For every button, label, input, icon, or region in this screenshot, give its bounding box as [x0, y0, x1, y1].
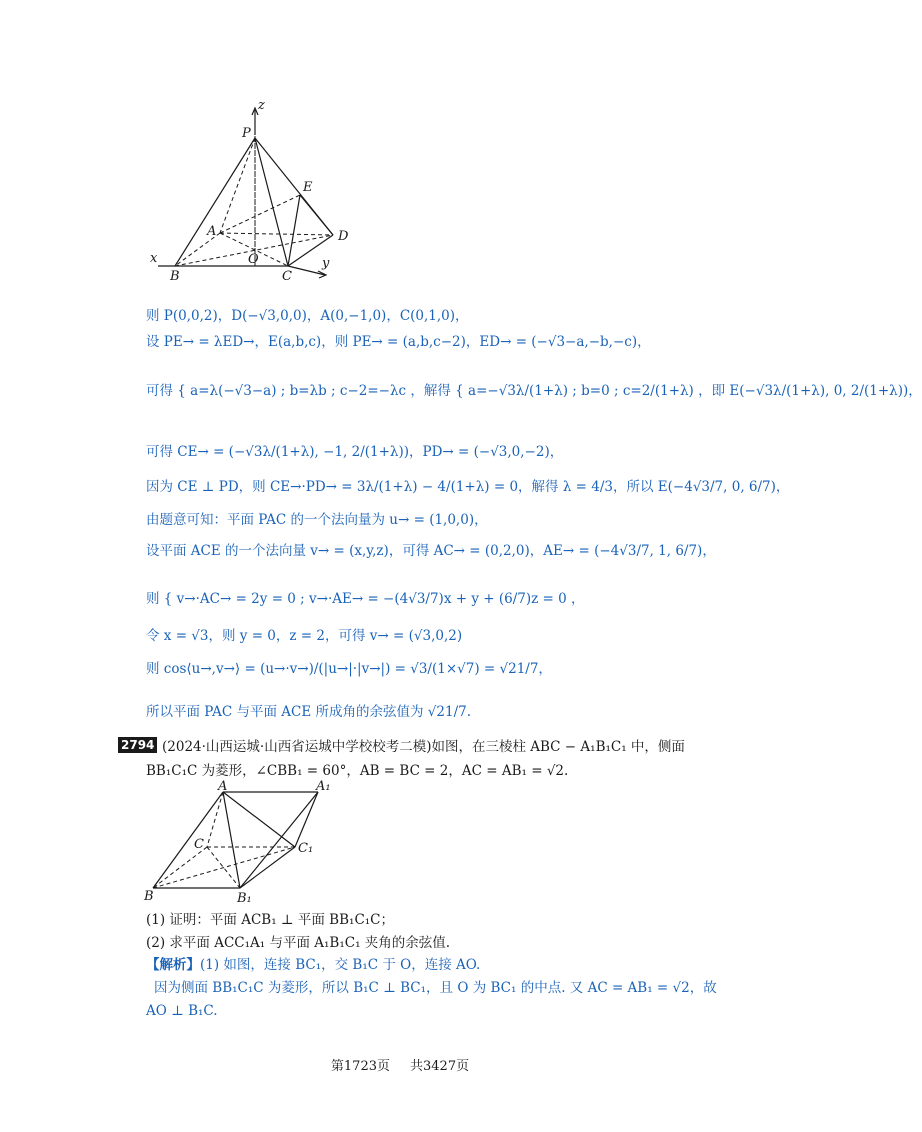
label-B: B — [144, 889, 154, 904]
question-1: (1) 证明：平面 ACB₁ ⊥ 平面 BB₁C₁C； — [146, 912, 395, 928]
label-A1: A₁ — [316, 779, 331, 794]
solution-line-11: 所以平面 PAC 与平面 ACE 所成角的余弦值为 √21/7. — [146, 704, 472, 720]
total-pages: 共3427页 — [410, 1059, 470, 1074]
label-C: C — [194, 837, 204, 852]
label-A: A — [218, 779, 228, 794]
label-C1: C₁ — [298, 841, 314, 856]
label-y: y — [322, 256, 330, 271]
analysis-line-3: AO ⊥ B₁C. — [146, 1003, 218, 1019]
solution-line-8: 则 { v→·AC→ = 2y = 0 ; v→·AE→ = −(4√3/7)x + y + (6/7)z = 0 ， — [146, 591, 585, 607]
solution-line-4: 可得 CE→ = (−√3λ/(1+λ), −1, 2/(1+λ))，PD→ = (−√3,0,−2)， — [146, 444, 564, 460]
solution-line-10: 则 cos⟨u→,v→⟩ = (u→·v→)/(|u→|·|v→|) = √3/(1×√7) = √21/7， — [146, 661, 552, 677]
label-B: B — [170, 269, 180, 284]
label-A: A — [207, 224, 217, 239]
label-x: x — [150, 251, 158, 266]
analysis-line-1 — [146, 956, 480, 974]
solution-line-5: 因为 CE ⊥ PD，则 CE→·PD→ = 3λ/(1+λ) − 4/(1+λ) = 0，解得 λ = 4/3，所以 E(−4√3/7, 0, 6/7)， — [146, 479, 790, 495]
label-z: z — [258, 98, 265, 113]
label-C: C — [282, 269, 292, 284]
page-footer — [0, 1055, 800, 1074]
solution-line-7: 设平面 ACE 的一个法向量 v→ = (x,y,z)，可得 AC→ = (0,2,0)，AE→ = (−4√3/7, 1, 6/7)， — [146, 543, 716, 559]
analysis-tag: 【解析】 — [146, 957, 200, 973]
question-2: (2) 求平面 ACC₁A₁ 与平面 A₁B₁C₁ 夹角的余弦值. — [146, 935, 451, 951]
label-P: P — [242, 126, 251, 141]
prism-figure — [140, 780, 350, 905]
problem-number: 2794 — [118, 737, 157, 753]
label-D: D — [338, 229, 349, 244]
analysis-line-2: 因为侧面 BB₁C₁C 为菱形，所以 B₁C ⊥ BC₁，且 O 为 BC₁ 的中点. 又 AC = AB₁ = √2，故 — [154, 980, 717, 996]
label-O: O — [248, 252, 259, 267]
pyramid-figure — [140, 95, 355, 285]
label-B1: B₁ — [237, 891, 252, 906]
solution-line-1: 则 P(0,0,2)，D(−√3,0,0)，A(0,−1,0)，C(0,1,0)， — [146, 308, 469, 324]
label-E: E — [303, 180, 313, 195]
solution-line-9: 令 x = √3，则 y = 0，z = 2，可得 v→ = (√3,0,2) — [146, 628, 463, 644]
solution-line-3: 可得 { a=λ(−√3−a) ; b=λb ; c−2=−λc ，解得 { a=−√3λ/(1+λ) ; b=0 ; c=2/(1+λ) ，即 E(−√3λ/(1+λ), 0, 2/(1+λ))， — [146, 383, 922, 399]
solution-line-6: 由题意可知：平面 PAC 的一个法向量为 u→ = (1,0,0)， — [146, 512, 488, 528]
problem-line-1: (2024·山西运城·山西省运城中学校校考二模)如图，在三棱柱 ABC − A₁B₁C₁ 中，侧面 — [162, 739, 685, 755]
solution-line-2: 设 PE→ = λED→，E(a,b,c)，则 PE→ = (a,b,c−2)，ED→ = (−√3−a,−b,−c)， — [146, 334, 651, 350]
analysis-text-1: (1) 如图，连接 BC₁，交 B₁C 于 O，连接 AO. — [200, 957, 481, 973]
page-number: 第1723页 — [330, 1059, 390, 1074]
problem-line-2: BB₁C₁C 为菱形，∠CBB₁ = 60°，AB = BC = 2，AC = AB₁ = √2. — [146, 763, 569, 779]
